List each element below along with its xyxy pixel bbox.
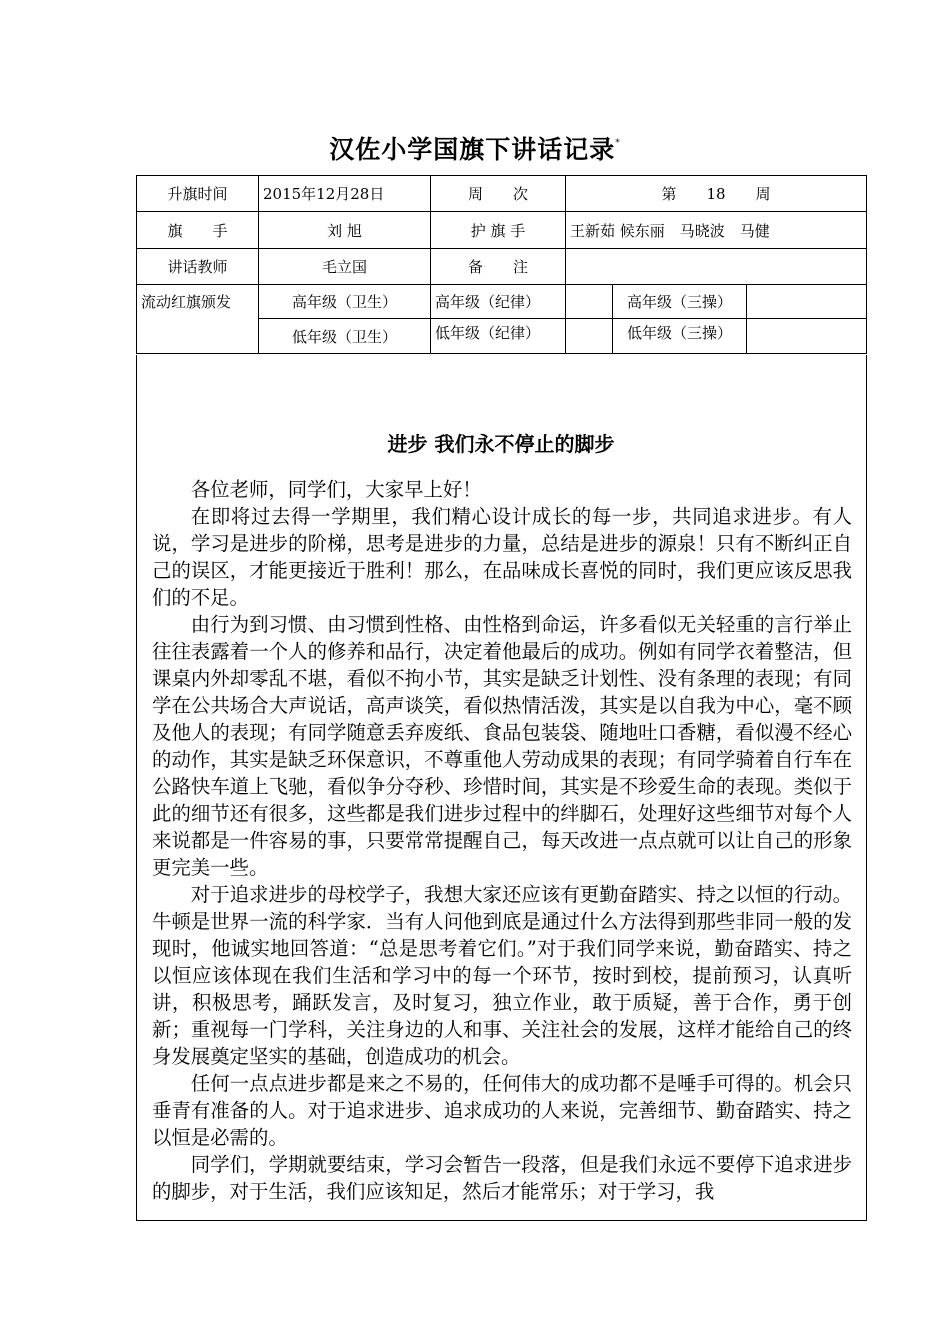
table-row	[137, 176, 867, 212]
speech-paragraph: 同学们，学期就要结束，学习会暂告一段落，但是我们永远不要停下追求进步的脚步，对于生活，我们应该知足，然后才能常乐；对于学习，我	[152, 1153, 852, 1203]
raise-date: 2015年12月28日	[259, 176, 431, 212]
table-row	[137, 249, 867, 285]
speech-title: 进步 我们永不停止的脚步	[387, 432, 615, 456]
senior-discipline-result	[566, 285, 613, 319]
junior-discipline: 低年级（纪律）	[431, 319, 566, 354]
junior-hygiene: 低年级（卫生）	[259, 319, 431, 354]
junior-exercise: 低年级（三操）	[613, 319, 747, 354]
junior-exercise-result	[747, 319, 867, 354]
label-flagbearer: 旗 手	[137, 212, 259, 249]
speech-paragraph: 由行为到习惯、由习惯到性格、由性格到命运，许多看似无关轻重的言行举止往往表露着一个人的修养和品行，决定着他最后的成功。例如有同学衣着整洁，但课桌内外却零乱不堪，看似不拘小节，其实是缺乏计划性、没有条理的表现；有同学在公共场合大声说话，高声谈笑，看似热情活泼，其实是以自我为中心，毫不顾及他人的表现；有同学随意丢弃废纸、食品包装袋、随地吐口香糖，看似漫不经心的动作，其实是缺乏环保意识，不尊重他人劳动成果的表现；有同学骑着自行车在公路快车道上飞驰，看似争分夺秒、珍惜时间，其实是不珍爱生命的表现。类似于此的细节还有很多，这些都是我们进步过程中的绊脚石，处理好这些细节对每个人来说都是一件容易的事，只要常常提醒自己，每天改进一点点就可以让自己的形象更完美一些。	[152, 613, 852, 879]
speech-paragraph: 各位老师，同学们，大家早上好！	[190, 478, 482, 501]
document-title	[0, 130, 950, 166]
record-table	[136, 175, 867, 354]
label-flag-guards: 护 旗 手	[431, 212, 566, 249]
speech-paragraph: 在即将过去得一学期里，我们精心设计成长的每一步，共同追求进步。有人说，学习是进步的阶梯，思考是进步的力量，总结是进步的源泉！只有不断纠正自己的误区，才能更接近于胜利！那么，在品味成长喜悦的同时，我们更应该反思我们的不足。	[152, 505, 852, 609]
senior-exercise: 高年级（三操）	[613, 285, 747, 319]
senior-discipline: 高年级（纪律）	[431, 285, 566, 319]
title-text: 汉佐小学国旗下讲话记录	[329, 135, 616, 164]
speaker-value: 毛立国	[259, 249, 431, 285]
title-mark: *	[615, 138, 621, 148]
label-raise-time: 升旗时间	[137, 176, 259, 212]
remark-value	[566, 249, 867, 285]
table-row	[137, 285, 867, 319]
senior-exercise-result	[747, 285, 867, 319]
week-value: 第 18 周	[566, 176, 867, 212]
label-red-flag: 流动红旗颁发	[137, 285, 259, 354]
label-remark: 备 注	[431, 249, 566, 285]
junior-discipline-result	[566, 319, 613, 354]
flag-guards-value: 王新茹 候东丽 马晓波 马健	[566, 212, 867, 249]
flagbearer-value: 刘 旭	[259, 212, 431, 249]
speech-paragraph: 任何一点点进步都是来之不易的，任何伟大的成功都不是唾手可得的。机会只垂青有准备的人。对于追求进步、追求成功的人来说，完善细节、勤奋踏实、持之以恒是必需的。	[152, 1072, 852, 1149]
table-row	[137, 212, 867, 249]
label-speaker: 讲话教师	[137, 249, 259, 285]
speech-body	[152, 476, 852, 1205]
label-week: 周 次	[431, 176, 566, 212]
senior-hygiene: 高年级（卫生）	[259, 285, 431, 319]
speech-paragraph: 对于追求进步的母校学子，我想大家还应该有更勤奋踏实、持之以恒的行动。牛顿是世界一流的科学家．当有人问他到底是通过什么方法得到那些非同一般的发现时，他诚实地回答道：“总是思考着它们。”对于我们同学来说，勤奋踏实、持之以恒应该体现在我们生活和学习中的每一个环节，按时到校，提前预习，认真听讲，积极思考，踊跃发言，及时复习，独立作业，敢于质疑，善于合作，勇于创新；重视每一门学科，关注身边的人和事、关注社会的发展，这样才能给自己的终身发展奠定坚实的基础，创造成功的机会。	[152, 883, 852, 1068]
